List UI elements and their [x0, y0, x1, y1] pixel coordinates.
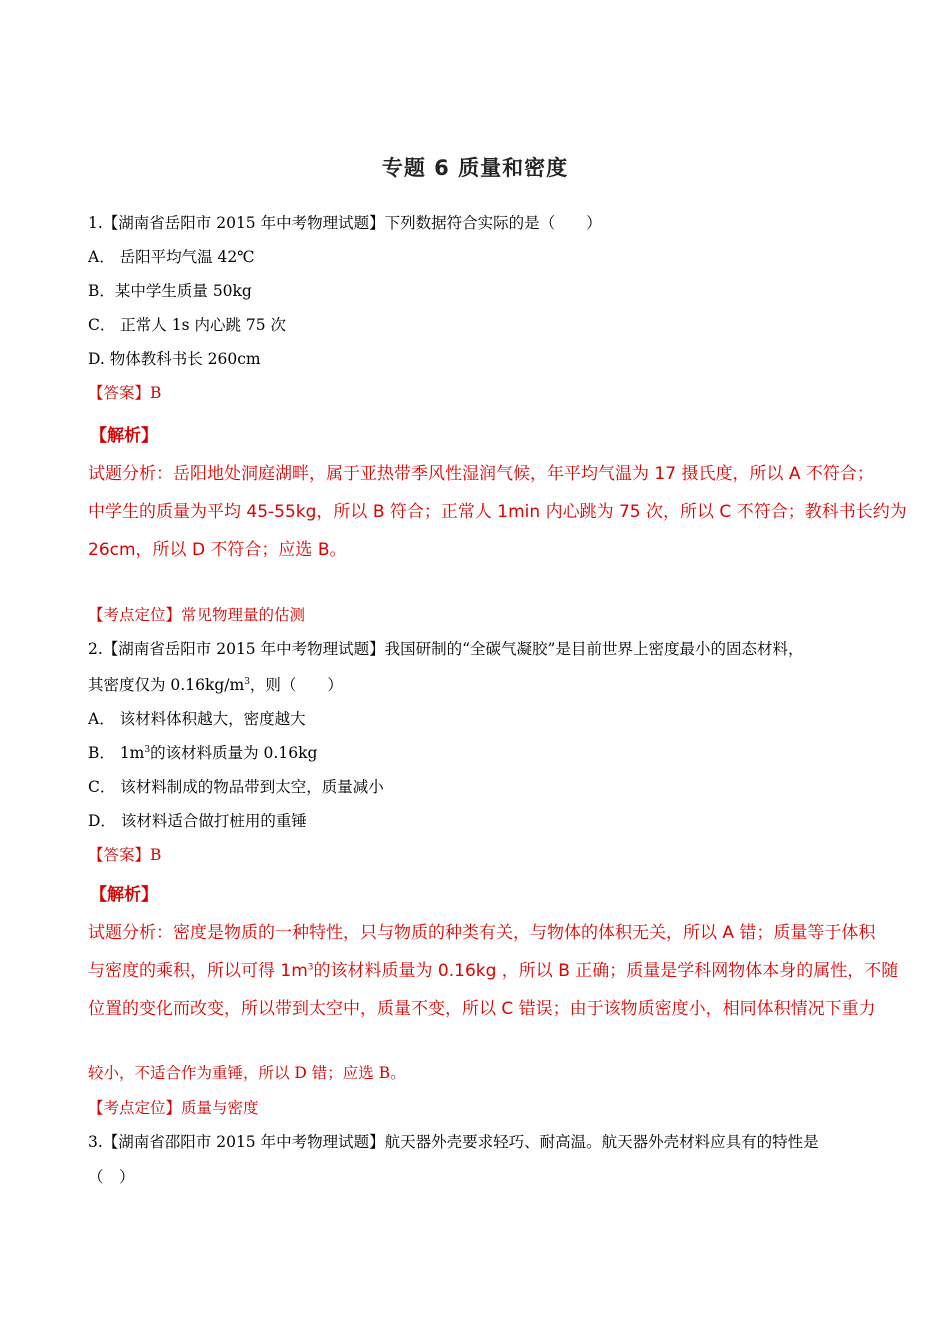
q2-analysis-line-1: 试题分析：密度是物质的一种特性，只与物质的种类有关，与物体的体积无关，所以 A 错；质量等于体积 — [88, 923, 876, 943]
q1-option-b: B．某中学生质量 50kg — [88, 282, 252, 300]
q2-stem-text: 其密度仅为 0.16kg/m — [88, 676, 245, 694]
q1-analysis-line-1: 试题分析：岳阳地处洞庭湖畔，属于亚热带季风性湿润气候，年平均气温为 17 摄氏度，所以 A 不符合； — [88, 464, 874, 484]
q2-analysis-2-text: 与密度的乘积，所以可得 1m — [88, 961, 308, 981]
q2-kaodian — [88, 1096, 259, 1118]
q2-option-b — [88, 741, 317, 763]
q1-kaodian-label: 【考点定位】 — [88, 606, 182, 624]
q1-analysis-line-3: 26cm，所以 D 不符合；应选 B。 — [88, 540, 347, 560]
q2-analysis-line-3: 位置的变化而改变，所以带到太空中，质量不变，所以 C 错误；由于该物质密度小，相同体积情况下重力 — [88, 999, 876, 1019]
q1-analysis-line-2: 中学生的质量为平均 45-55kg，所以 B 符合；正常人 1min 内心跳为 75 次，所以 C 不符合；教科书长约为 — [88, 502, 907, 522]
q2-option-b-tail: 的该材料质量为 0.16kg — [150, 744, 318, 762]
q1-analysis-label: 【解析】 — [90, 426, 158, 446]
q1-option-c: C． 正常人 1s 内心跳 75 次 — [88, 316, 287, 334]
q2-analysis-2-sup: 3 — [307, 962, 314, 973]
q2-kaodian-label: 【考点定位】 — [88, 1099, 182, 1117]
q1-kaodian-text: 常见物理量的估测 — [181, 606, 306, 624]
q3-stem-line-1: 3.【湖南省邵阳市 2015 年中考物理试题】航天器外壳要求轻巧、耐高温。航天器外壳材料应具有的特性是 — [88, 1133, 819, 1151]
q2-stem-sup: 3 — [244, 676, 250, 687]
q2-stem-tail: ，则（ ） — [249, 676, 343, 694]
q1-kaodian — [88, 603, 305, 625]
q2-option-d: D． 该材料适合做打桩用的重锤 — [88, 812, 307, 830]
q2-option-c: C． 该材料制成的物品带到太空，质量减小 — [88, 778, 384, 796]
q2-stem-line-2 — [88, 673, 343, 695]
q2-stem-line-1: 2.【湖南省岳阳市 2015 年中考物理试题】我国研制的“全碳气凝胶”是目前世界上密度最小的固态材料， — [88, 640, 804, 658]
q2-option-a: A． 该材料体积越大，密度越大 — [88, 710, 306, 728]
q3-stem-line-2: （ ） — [88, 1168, 135, 1186]
q2-analysis-2-tail: 的该材料质量为 0.16kg ，所以 B 正确；质量是学科网物体本身的属性，不随 — [313, 961, 899, 981]
q1-stem: 1.【湖南省岳阳市 2015 年中考物理试题】下列数据符合实际的是（ ） — [88, 214, 602, 232]
q1-option-a: A． 岳阳平均气温 42℃ — [88, 248, 255, 266]
q1-option-d: D. 物体教科书长 260cm — [88, 350, 261, 368]
q2-answer: 【答案】B — [88, 846, 162, 864]
q2-analysis-line-2 — [88, 956, 898, 981]
q2-analysis-line-4: 较小，不适合作为重锤，所以 D 错；应选 B。 — [88, 1064, 406, 1082]
q2-kaodian-text: 质量与密度 — [181, 1099, 259, 1117]
page-title: 专题 6 质量和密度 — [381, 156, 569, 180]
q2-option-b-text: B． 1m — [88, 744, 145, 762]
q2-analysis-label: 【解析】 — [90, 885, 158, 905]
q2-option-b-sup: 3 — [144, 744, 151, 755]
q1-answer: 【答案】B — [88, 384, 162, 402]
